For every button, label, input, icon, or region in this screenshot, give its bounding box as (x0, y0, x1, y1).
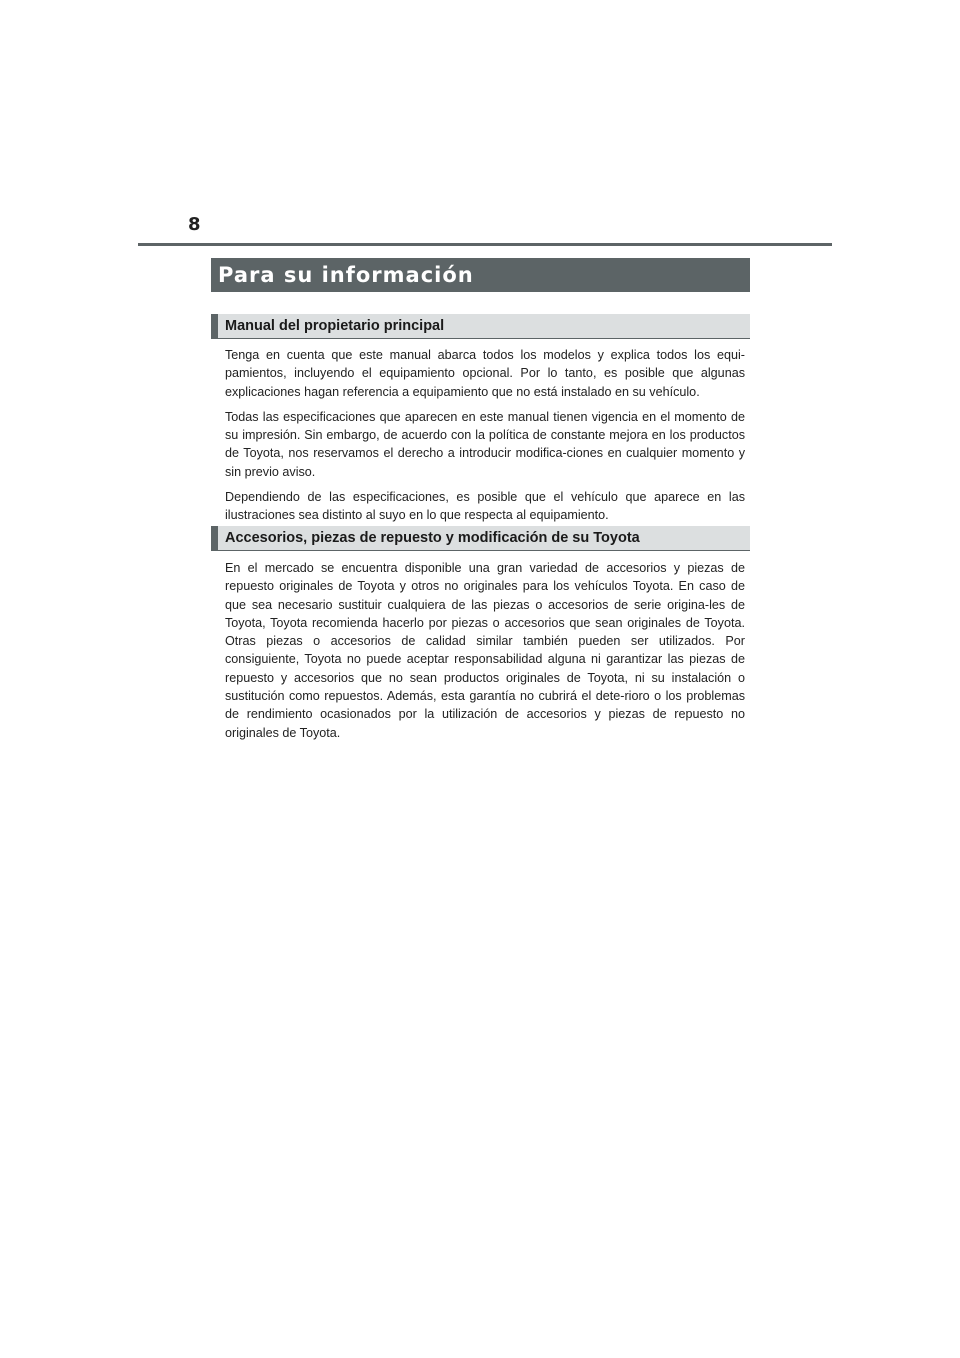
section-body-manual (225, 346, 745, 532)
page-number: 8 (188, 214, 201, 235)
section-header-accessories (211, 526, 750, 551)
section-header-accent (211, 526, 218, 550)
paragraph: Tenga en cuenta que este manual abarca todos los modelos y explica todos los equi-pamientos, incluyendo el equipamiento opcional. Por lo tanto, es posible que algunas explicaciones hagan referencia a equipamiento que no está instalado en su vehículo. (225, 348, 745, 399)
paragraph: Todas las especificaciones que aparecen en este manual tienen vigencia en el momento de su impresión. Sin embargo, de acuerdo con la política de constante mejora en los productos de Toyota, nos reservamos el derecho a introducir modifica-ciones en cualquier momento y sin previo aviso. (225, 409, 745, 479)
header-rule (138, 243, 832, 246)
page-title: Para su información (218, 263, 474, 287)
paragraph: Dependiendo de las especificaciones, es posible que el vehículo que aparece en las ilustraciones sea distinto al suyo en lo que respecta al equipamiento. (225, 490, 745, 523)
section-heading: Manual del propietario principal (225, 318, 445, 334)
section-heading: Accesorios, piezas de repuesto y modificación de su Toyota (225, 530, 640, 546)
section-header-accent (211, 314, 218, 338)
page-title-bar (211, 258, 750, 292)
paragraph: En el mercado se encuentra disponible una gran variedad de accesorios y piezas de repuesto originales de Toyota y otros no originales para los vehículos Toyota. En caso de que sea necesario sustituir cualquiera de las piezas o accesorios de serie origina-les de Toyota, Toyota recomienda hacerlo por piezas o accesorios que sean originales de Toyota. Otras piezas o accesorios de calidad similar también pueden ser utilizados. Por consiguiente, Toyota no puede aceptar responsabilidad alguna ni garantizar las piezas de repuesto y accesorios que no sean productos originales de Toyota, ni su instalación o sustitución como repuestos. Además, esta garantía no cubrirá el dete-rioro o los problemas de rendimiento ocasionados por la utilización de accesorios y piezas de repuesto no originales de Toyota. (225, 561, 745, 740)
section-header-manual (211, 314, 750, 339)
section-body-accessories (225, 559, 745, 749)
